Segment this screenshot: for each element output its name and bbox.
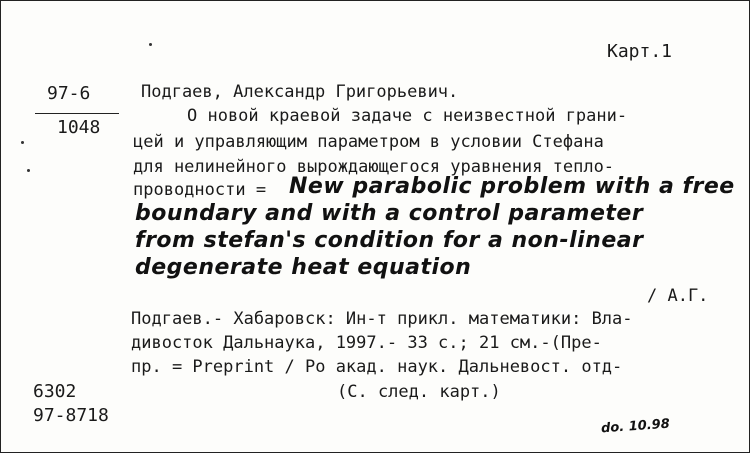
shelf-mark-bottom: 1048 (57, 117, 101, 138)
handwritten-translation-line: New parabolic problem with a free (289, 174, 735, 199)
card-number: Карт.1 (607, 41, 673, 62)
shelf-mark-divider (35, 113, 119, 114)
responsibility-statement: / А.Г. (647, 286, 709, 306)
imprint-line: дивосток Дальнаука, 1997.- 33 с.; 21 см.-(Пре- (131, 333, 602, 353)
accession-number: 6302 (33, 381, 77, 402)
title-line: проводности = (133, 180, 267, 200)
title-line: цей и управляющим параметром в условии Стефана (133, 132, 604, 152)
imprint-line: Подгаев.- Хабаровск: Ин-т прикл. математики: Вла- (131, 309, 633, 329)
handwritten-translation-line: boundary and with a control parameter (135, 201, 644, 226)
speck (27, 169, 30, 172)
handwritten-translation-line: degenerate heat equation (135, 255, 472, 280)
call-number: 97-8718 (33, 405, 109, 426)
shelf-mark-top: 97-6 (47, 83, 91, 104)
continued-note: (С. след. карт.) (337, 382, 501, 402)
handwritten-translation-line: from stefan's condition for a non-linear (135, 228, 644, 253)
author-heading: Подгаев, Александр Григорьевич. (141, 82, 459, 102)
title-line: для нелинейного вырождающегося уравнения тепло- (133, 157, 615, 177)
handwritten-signature-mark: do. 10.98 (600, 416, 671, 437)
imprint-line: пр. = Preprint / Ро акад. наук. Дальневост. отд- (131, 357, 623, 377)
speck (21, 141, 24, 144)
speck (149, 43, 152, 46)
title-line: О новой краевой задаче с неизвестной грани- (187, 106, 628, 126)
